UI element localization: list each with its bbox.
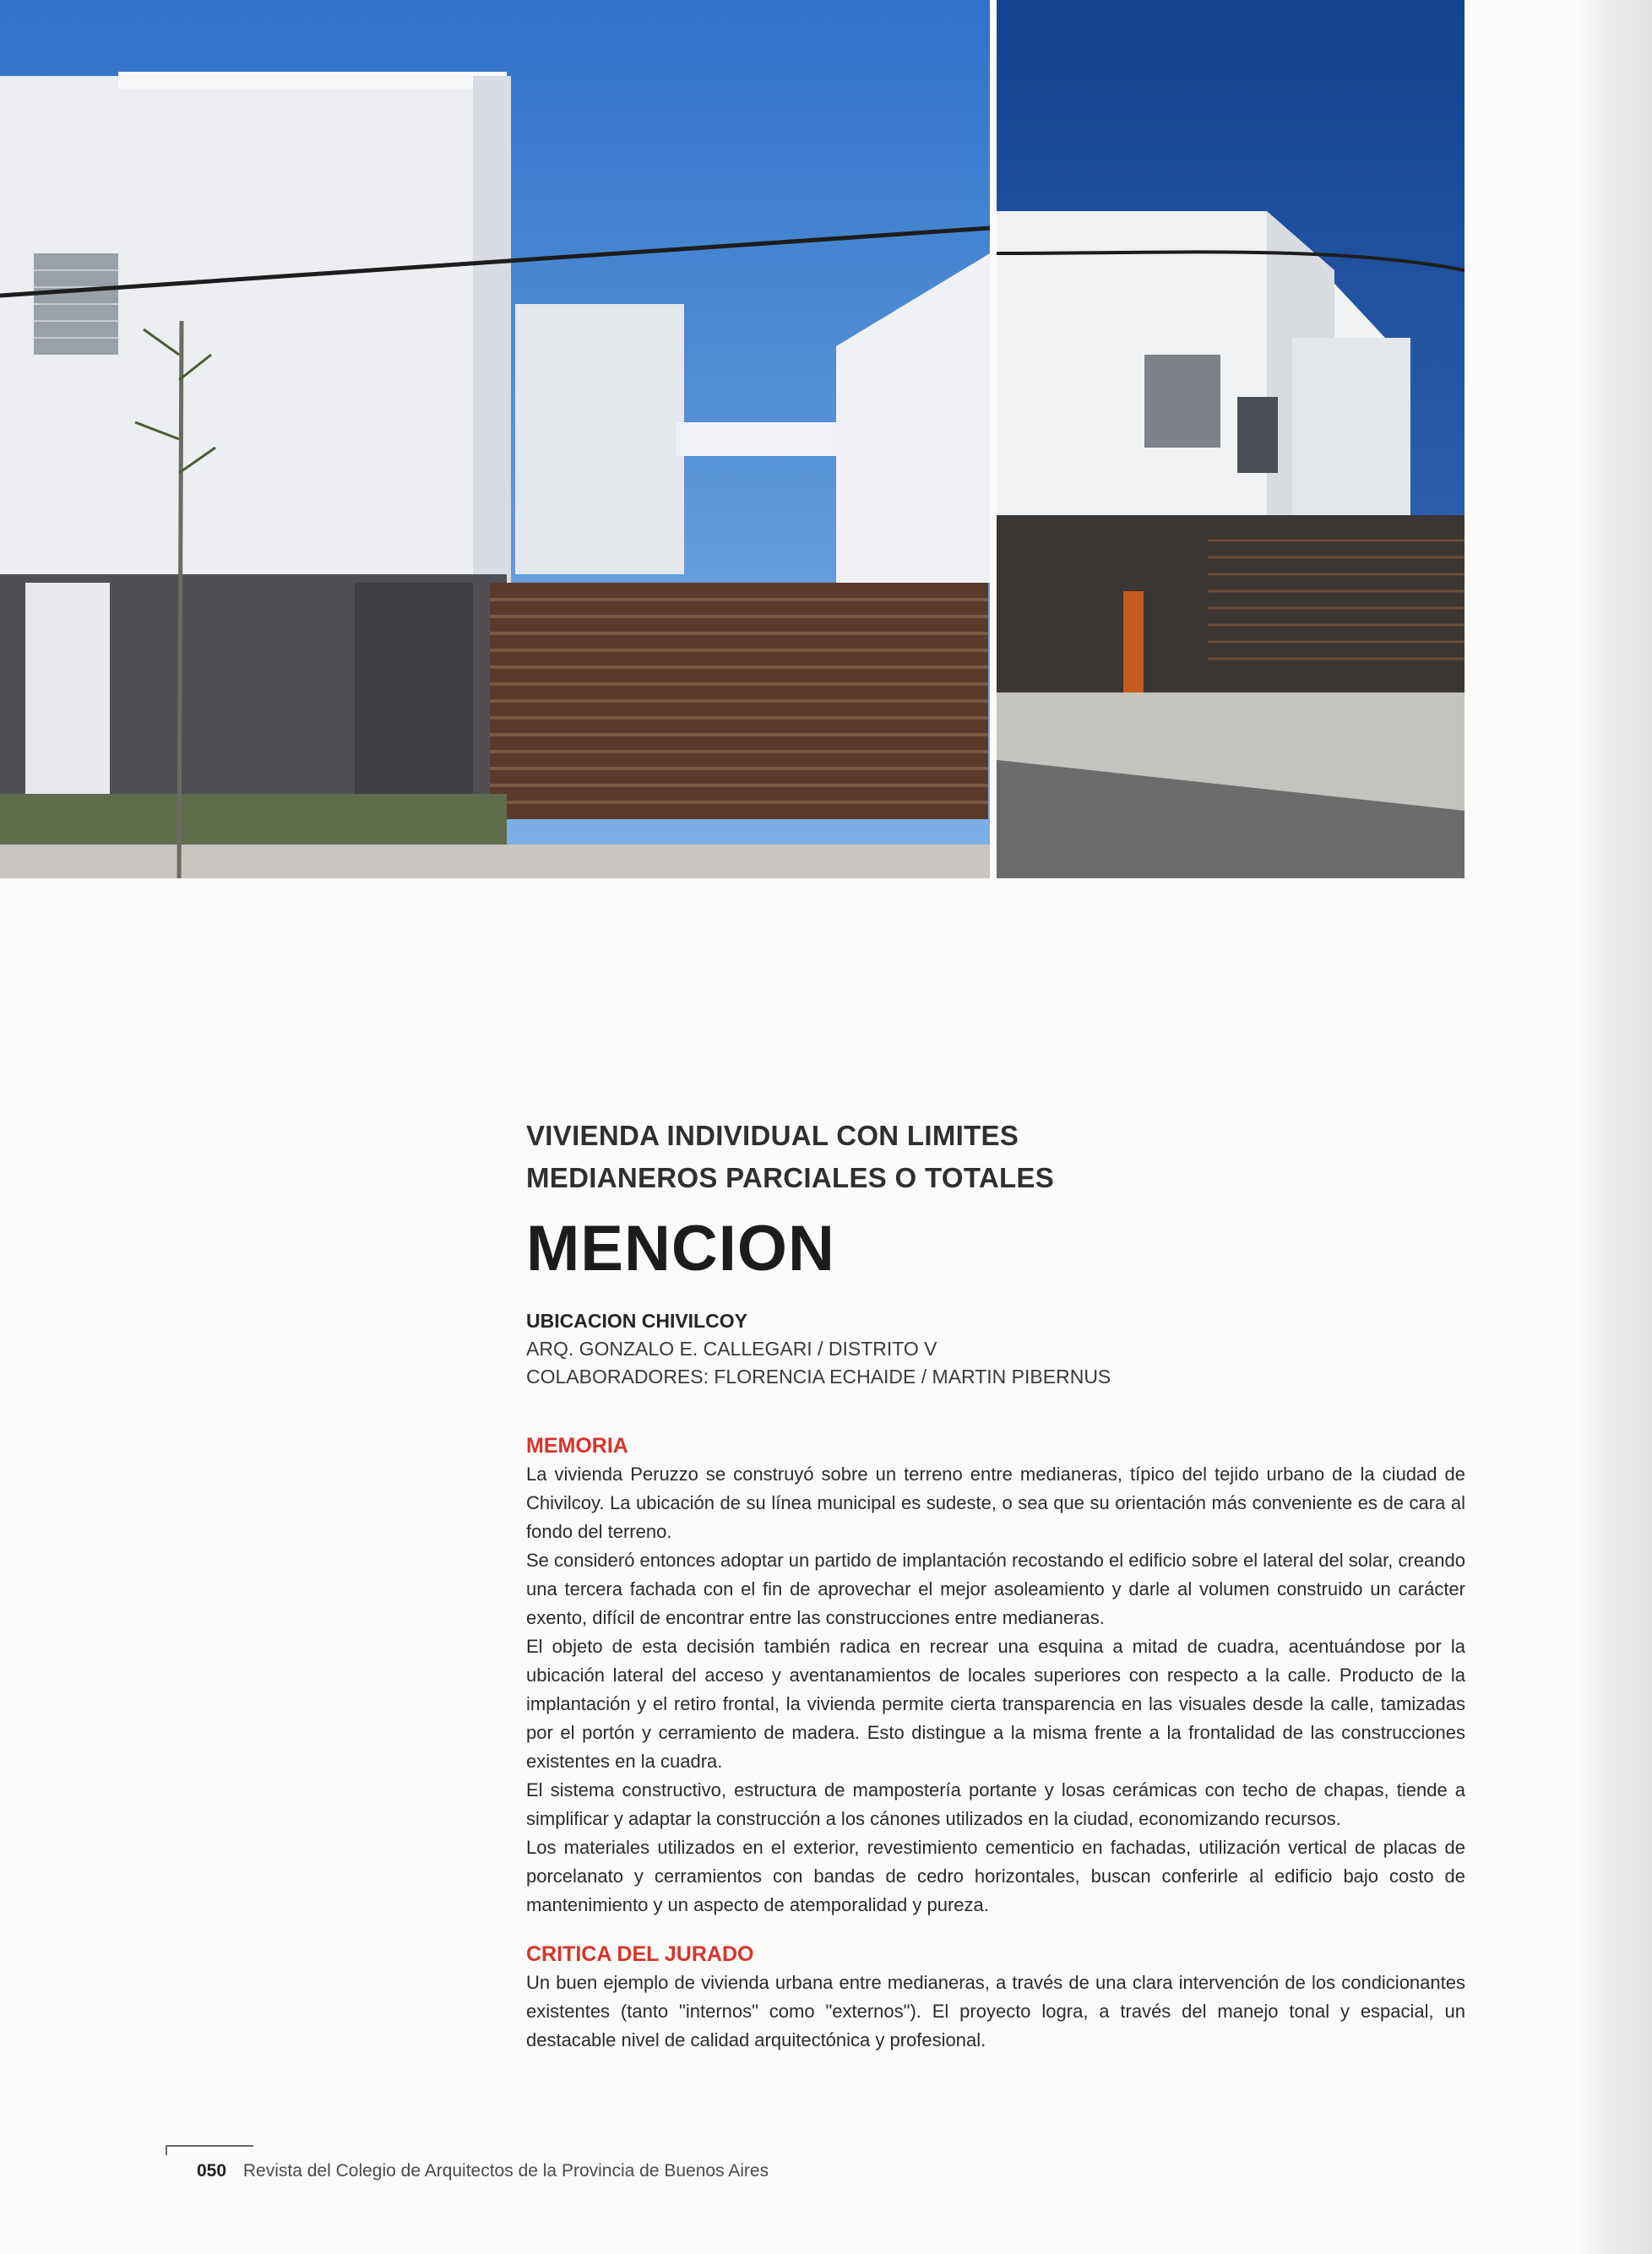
architect-line: ARQ. GONZALO E. CALLEGARI / DISTRITO V: [526, 1338, 937, 1360]
memoria-paragraph: Se consideró entonces adoptar un partido de implantación recostando el edificio sobre el lateral del solar, creando una tercera fachada con el fin de aprovechar el mejor asoleamiento y darle al volumen construido un carácter exento, difícil de encontrar entre las construcciones entre medianeras.: [526, 1550, 1465, 1628]
category-line-2: MEDIANEROS PARCIALES O TOTALES: [526, 1162, 1055, 1193]
collaborators-line: COLABORADORES: FLORENCIA ECHAIDE / MARTIN PIBERNUS: [526, 1366, 1111, 1388]
location-line: UBICACION CHIVILCOY: [526, 1310, 747, 1332]
footer-tick: [166, 2145, 167, 2155]
page-binding-shadow: [1576, 0, 1652, 2254]
house-corner-illustration: [997, 0, 1465, 878]
critica-heading: CRITICA DEL JURADO: [526, 1942, 754, 1966]
house-street-photo: [0, 0, 990, 878]
memoria-paragraph: El objeto de esta decisión también radica en recrear una esquina a mitad de cuadra, acentuándose por la ubicación lateral del acceso y aventanamientos de locales superiores con respecto a la calle. Producto de la implantación y el retiro frontal, la vivienda permite cierta transparencia en las visuales desde la calle, tamizadas por el portón y cerramiento de madera. Esto distingue a la misma frente a la frontalidad de las construcciones existentes en la cuadra.: [526, 1636, 1465, 1772]
house-corner-photo: [997, 0, 1465, 878]
memoria-paragraph: La vivienda Peruzzo se construyó sobre un terreno entre medianeras, típico del tejido urbano de la ciudad de Chivilcoy. La ubicación de su línea municipal es sudeste, o sea que su orientación más conveniente es de cara al fondo del terreno.: [526, 1464, 1465, 1542]
category-line-1: VIVIENDA INDIVIDUAL CON LIMITES: [526, 1120, 1019, 1151]
publication-name: Revista del Colegio de Arquitectos de la Provincia de Buenos Aires: [242, 2161, 769, 2181]
award-title: MENCION: [526, 1213, 835, 1285]
critica-paragraph: Un buen ejemplo de vivienda urbana entre medianeras, a través de una clara intervención de los condicionantes existentes (tanto "internos" como "externos"). El proyecto logra, a través del manejo tonal y espacial, un destacable nivel de calidad arquitectónica y profesional.: [526, 1972, 1465, 2050]
footer-rule: [166, 2145, 253, 2147]
house-street-illustration: [0, 0, 990, 878]
memoria-paragraph: El sistema constructivo, estructura de mampostería portante y losas cerámicas con techo de chapas, tiende a simplificar y adaptar la construcción a los cánones utilizados en la ciudad, economizando recursos.: [526, 1779, 1465, 1829]
memoria-heading: MEMORIA: [526, 1434, 628, 1458]
article-text: [526, 1115, 1465, 2055]
page-number: 050: [197, 2161, 227, 2181]
memoria-paragraph: Los materiales utilizados en el exterior, revestimiento cementicio en fachadas, utilización vertical de placas de porcelanato y cerramientos con bandas de cedro horizontales, buscan conferirle al edificio bajo costo de mantenimiento y un aspecto de atemporalidad y pureza.: [526, 1837, 1465, 1915]
credits: [526, 1307, 1465, 1391]
page-footer: [197, 2161, 769, 2181]
